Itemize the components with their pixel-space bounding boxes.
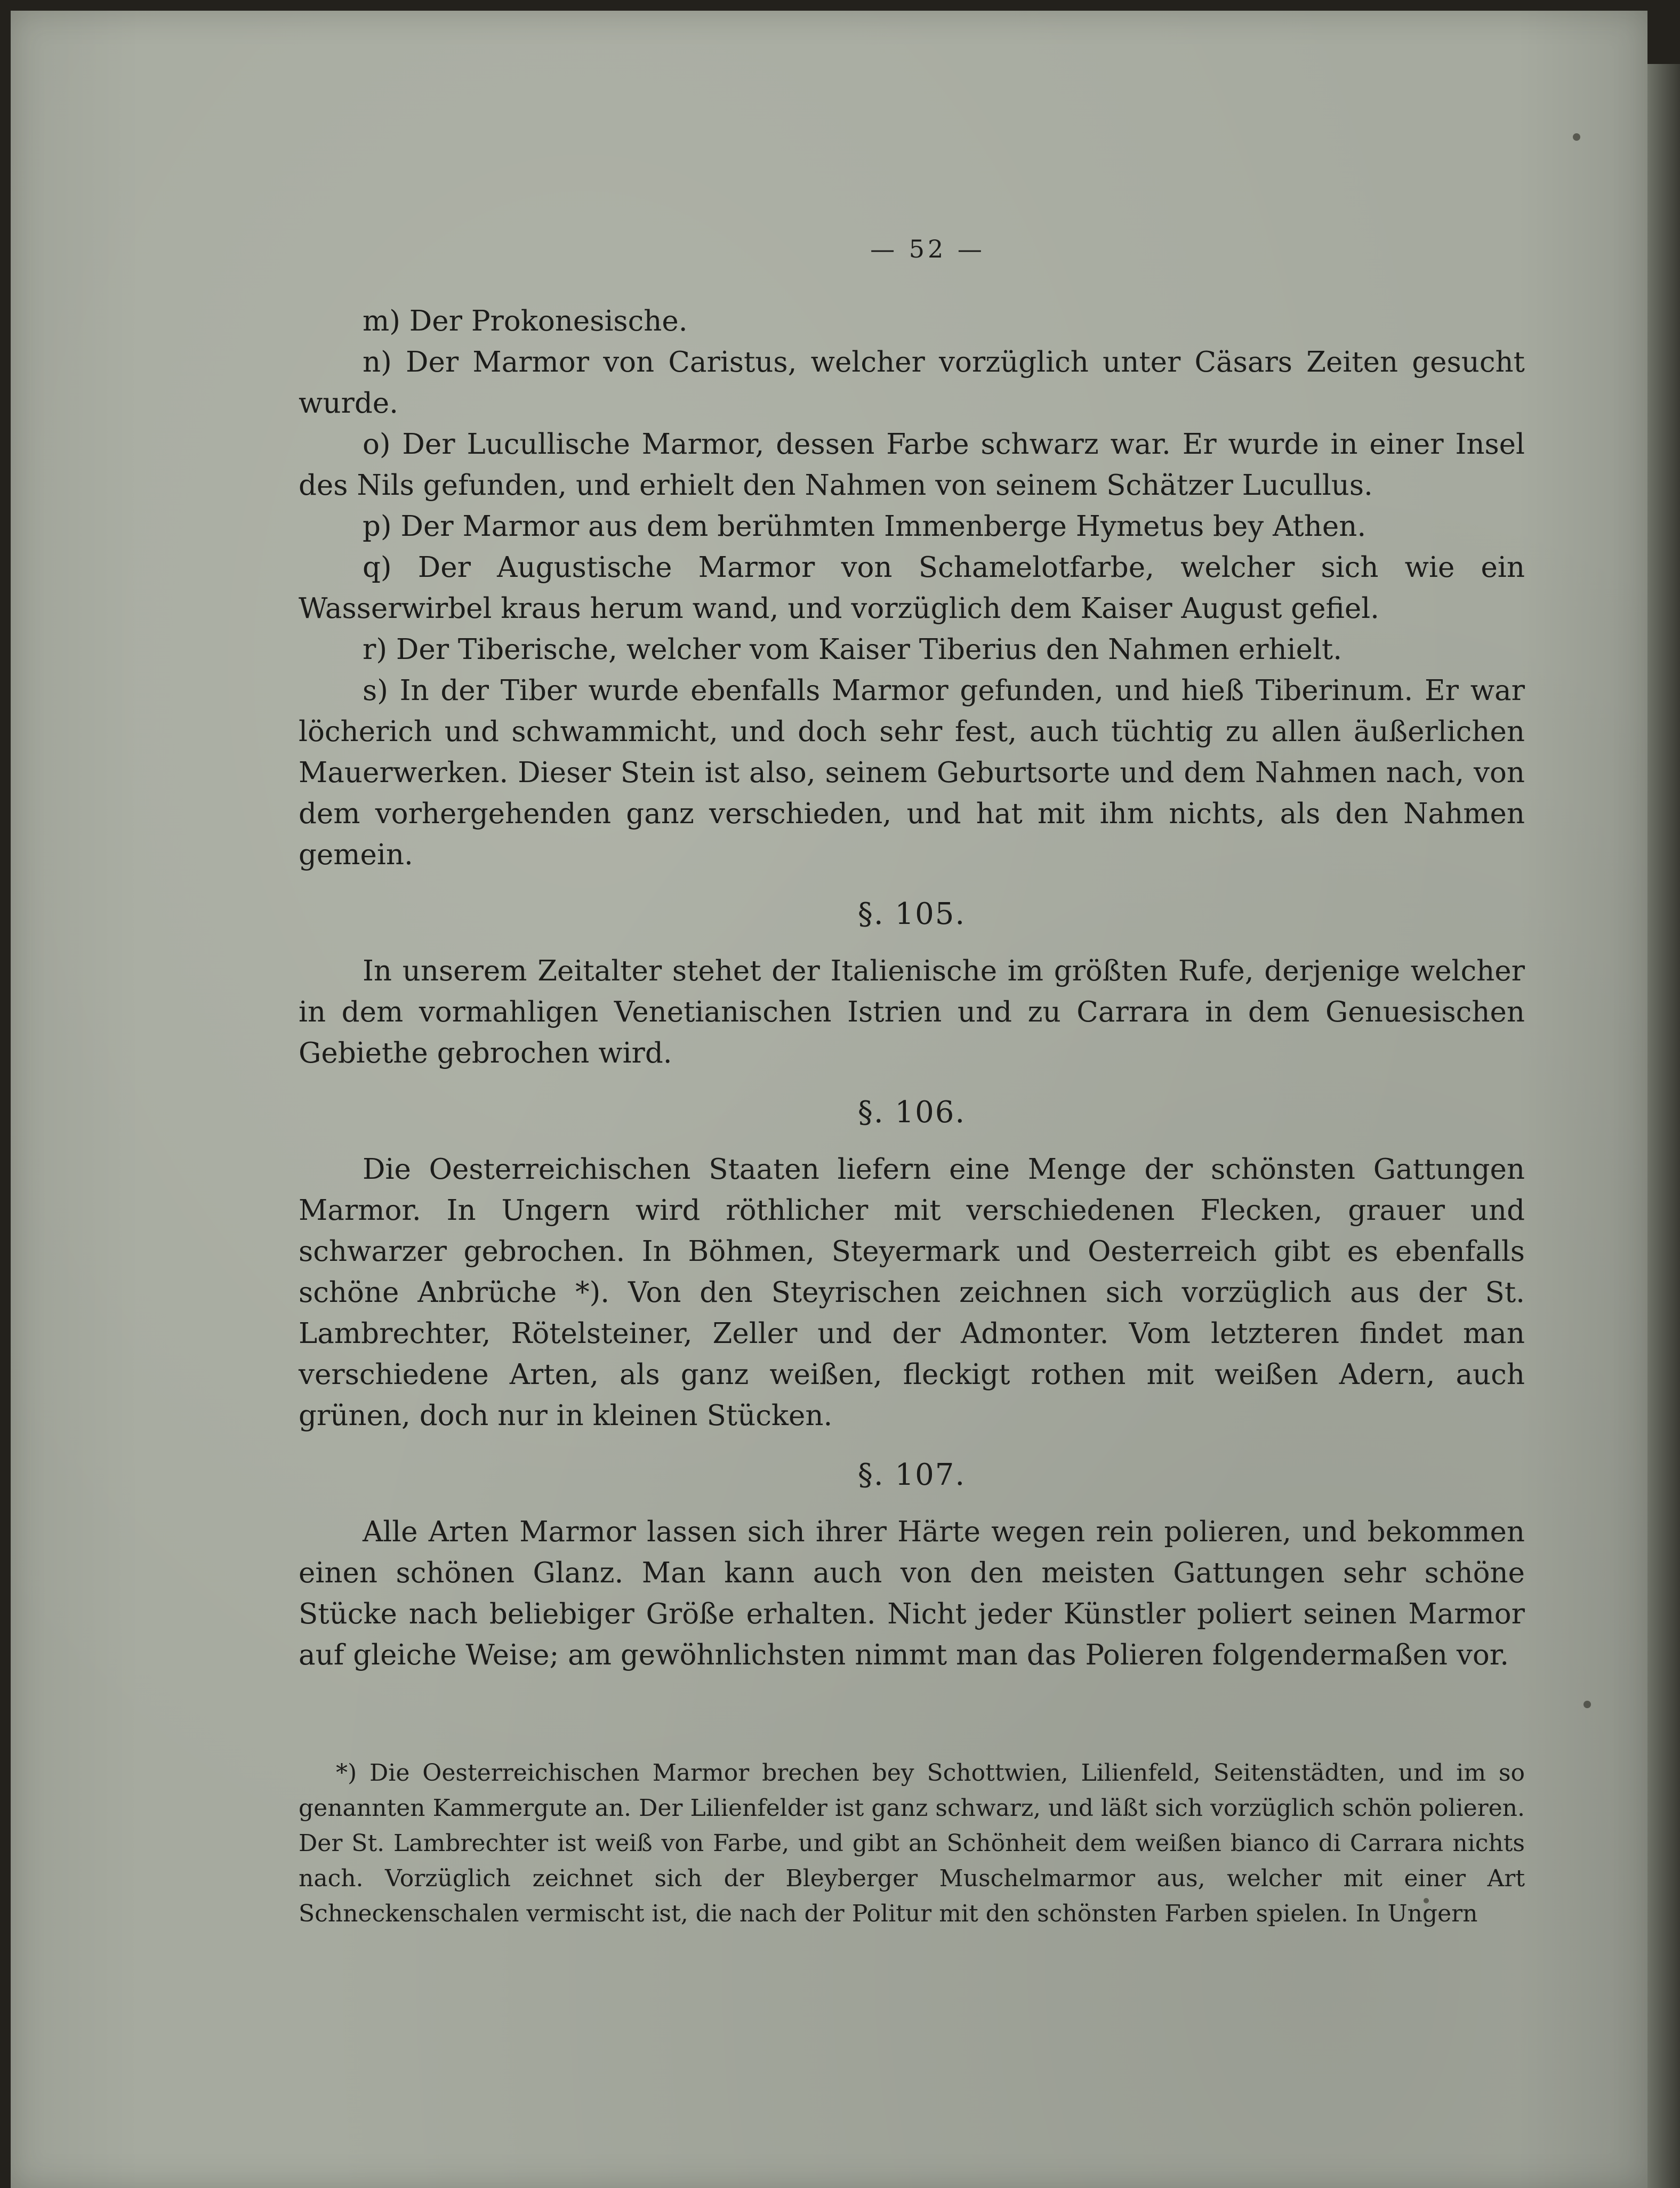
section-paragraph: In unserem Zeitalter stehet der Italienische im größten Rufe, derjenige welcher in dem vormahligen Venetianischen Istrien und zu Carrara in dem Genuesischen Gebiethe gebrochen wird. <box>299 955 1525 1069</box>
list-item-p: p) Der Marmor aus dem berühmten Immenberge Hymetus bey Athen. <box>363 510 1366 543</box>
section-heading: §. 105. <box>857 897 966 931</box>
section-heading: §. 106. <box>857 1095 966 1130</box>
section-107 <box>299 1458 1525 1676</box>
list-item-q: q) Der Augustische Marmor von Schamelotfarbe, welcher sich wie ein Wasserwirbel kraus herum wand, und vorzüglich dem Kaiser August gefiel. <box>299 551 1525 625</box>
page-text <box>299 235 1525 1932</box>
section-paragraph: Alle Arten Marmor lassen sich ihrer Härte wegen rein polieren, und bekommen einen schönen Glanz. Man kann auch von den meisten Gattungen sehr schöne Stücke nach beliebiger Größe erhalten. Nicht jeder Künstler poliert seinen Marmor auf gleiche Weise; am gewöhnlichsten nimmt man das Polieren folgendermaßen vor. <box>299 1516 1525 1671</box>
list-item-r: r) Der Tiberische, welcher vom Kaiser Tiberius den Nahmen erhielt. <box>363 633 1343 666</box>
section-106 <box>299 1095 1525 1436</box>
section-paragraph: Die Oesterreichischen Staaten liefern eine Menge der schönsten Gattungen Marmor. In Ungern wird röthlicher mit verschiedenen Flecken, grauer und schwarzer gebrochen. In Böhmen, Steyermark und Oesterreich gibt es ebenfalls schöne Anbrüche *). Von den Steyrischen zeichnen sich vorzüglich aus der St. Lambrechter, Rötelsteiner, Zeller und der Admonter. Vom letzteren findet man verschiedene Arten, als ganz weißen, fleckigt rothen mit weißen Adern, auch grünen, doch nur in kleinen Stücken. <box>299 1153 1525 1432</box>
page-number: — 52 — <box>870 235 985 263</box>
list-item-s: s) In der Tiber wurde ebenfalls Marmor gefunden, und hieß Tiberinum. Er war löcherich und schwammicht, und doch sehr fest, auch tüchtig zu allen äußerlichen Mauerwerken. Dieser Stein ist also, seinem Geburtsorte und dem Nahmen nach, von dem vorhergehenden ganz verschieden, und hat mit ihm nichts, als den Nahmen gemein. <box>299 674 1525 871</box>
paper-spot <box>1583 1701 1591 1708</box>
section-heading: §. 107. <box>857 1458 966 1492</box>
list-item-o: o) Der Lucullische Marmor, dessen Farbe schwarz war. Er wurde in einer Insel des Nils gefunden, und erhielt den Nahmen von seinem Schätzer Lucullus. <box>299 428 1525 502</box>
footnote-spacer <box>299 1676 1525 1756</box>
section-105 <box>299 897 1525 1074</box>
list-item-m: m) Der Prokonesische. <box>363 305 688 337</box>
marble-list <box>299 301 1525 875</box>
footnote: *) Die Oesterreichischen Marmor brechen bey Schottwien, Lilienfeld, Seitenstädten, und im so genannten Kammergute an. Der Lilienfelder ist ganz schwarz, und läßt sich vorzüglich schön polieren. Der St. Lambrechter ist weiß von Farbe, und gibt an Schönheit dem weißen bianco di Carrara nichts nach. Vorzüglich zeichnet sich der Bleyberger Muschelmarmor aus, welcher mit einer Art Schneckenschalen vermischt ist, die nach der Politur mit den schönsten Farben spielen. In Ungern <box>299 1759 1525 1927</box>
list-item-n: n) Der Marmor von Caristus, welcher vorzüglich unter Cäsars Zeiten gesucht wurde. <box>299 346 1525 420</box>
paper-spot <box>1573 133 1580 141</box>
